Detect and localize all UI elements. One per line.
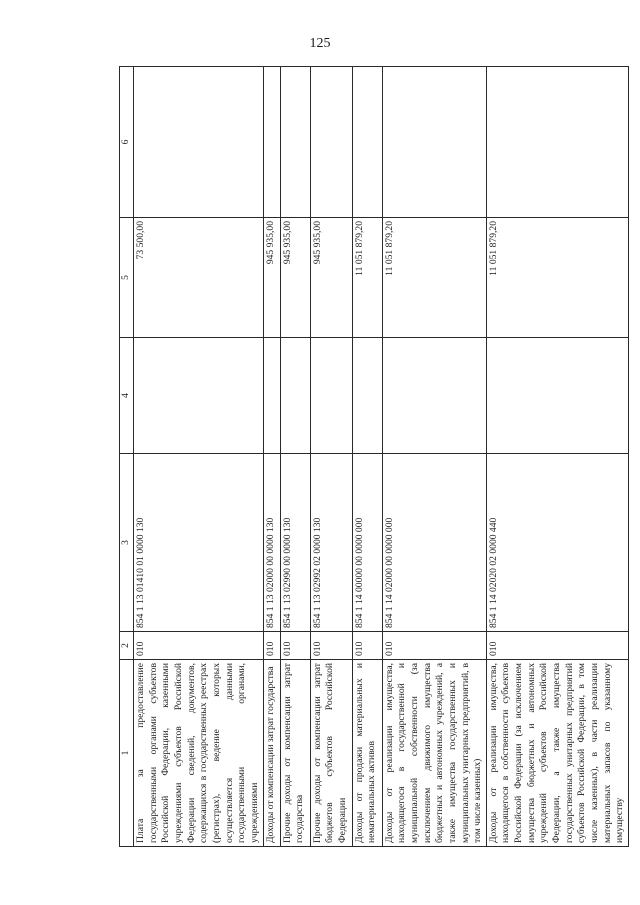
row-col6: [382, 67, 486, 218]
row-line-code: 010: [280, 632, 310, 660]
column-header-3: 3: [120, 454, 134, 632]
header-row: [120, 67, 134, 847]
row-col6: [263, 67, 280, 218]
row-col6: [280, 67, 310, 218]
row-line-code: 010: [352, 632, 382, 660]
table-row: [486, 67, 628, 847]
table-row: [280, 67, 310, 847]
row-col4: [280, 338, 310, 454]
row-col4: [352, 338, 382, 454]
row-budget-code: 854 1 13 02000 00 0000 130: [263, 454, 280, 632]
row-description: Прочие доходы от компенсации затрат государства: [280, 660, 310, 847]
column-header-6: 6: [120, 67, 134, 218]
column-header-2: 2: [120, 632, 134, 660]
row-col4: [134, 338, 264, 454]
row-amount: 11 051 879,20: [382, 218, 486, 338]
revenue-table: [119, 66, 629, 847]
table-row: [352, 67, 382, 847]
row-amount: 11 051 879,20: [486, 218, 628, 338]
row-budget-code: 854 1 13 01410 01 0000 130: [134, 454, 264, 632]
row-description: Доходы от реализации имущества, находящегося в собственности субъектов Российской Федерации (за исключением имущества бюджетных и автономных учреждений субъектов Российской Федерации, а также имущества государственных унитарных предприятий субъектов Российской Федерации, в том числе казенных), в части реализации материальных запасов по указанному имуществу: [486, 660, 628, 847]
row-line-code: 010: [134, 632, 264, 660]
row-line-code: 010: [382, 632, 486, 660]
row-col4: [310, 338, 352, 454]
row-description: Доходы от реализации имущества, находящегося в государственной и муниципальной собственности (за исключением движимого имущества бюджетных и автономных учреждений, а также имущества государственных и муниципальных унитарных предприятий, в том числе казенных): [382, 660, 486, 847]
table-row: [382, 67, 486, 847]
row-amount: 945 935,00: [310, 218, 352, 338]
row-line-code: 010: [310, 632, 352, 660]
row-budget-code: 854 1 14 02020 02 0000 440: [486, 454, 628, 632]
row-amount: 73 500,00: [134, 218, 264, 338]
row-col6: [134, 67, 264, 218]
row-col6: [352, 67, 382, 218]
table-row: [263, 67, 280, 847]
row-col4: [382, 338, 486, 454]
row-budget-code: 854 1 13 02990 00 0000 130: [280, 454, 310, 632]
row-description: Прочие доходы от компенсации затрат бюджетов субъектов Российской Федерации: [310, 660, 352, 847]
column-header-1: 1: [120, 660, 134, 847]
column-header-5: 5: [120, 218, 134, 338]
row-amount: 11 051 879,20: [352, 218, 382, 338]
row-budget-code: 854 1 14 00000 00 0000 000: [352, 454, 382, 632]
row-description: Плата за предоставление государственными органами субъектов Российской Федерации, казенными учреждениями субъектов Российской Федерации сведений, документов, содержащихся в государственных реестрах (регистрах), ведение которых осуществляется данными государственными органами, учреждениями: [134, 660, 264, 847]
row-amount: 945 935,00: [263, 218, 280, 338]
row-budget-code: 854 1 14 02000 00 0000 000: [382, 454, 486, 632]
row-col6: [310, 67, 352, 218]
table-row: [310, 67, 352, 847]
row-col6: [486, 67, 628, 218]
row-col4: [486, 338, 628, 454]
row-amount: 945 935,00: [280, 218, 310, 338]
row-budget-code: 854 1 13 02992 02 0000 130: [310, 454, 352, 632]
row-col4: [263, 338, 280, 454]
column-header-4: 4: [120, 338, 134, 454]
row-line-code: 010: [486, 632, 628, 660]
row-description: Доходы от компенсации затрат государства: [263, 660, 280, 847]
table-area: [119, 67, 626, 847]
table-row: [134, 67, 264, 847]
rotated-table-container: [119, 67, 626, 847]
page-number: 125: [309, 36, 331, 51]
row-line-code: 010: [263, 632, 280, 660]
row-description: Доходы от продажи материальных и нематериальных активов: [352, 660, 382, 847]
